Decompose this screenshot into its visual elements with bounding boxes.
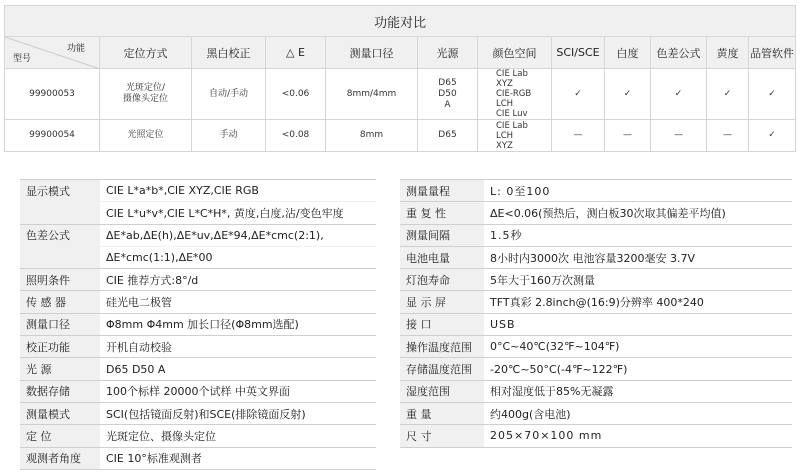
spec-value: -20℃~50°C(-4℉~122℉) bbox=[484, 358, 792, 380]
check-icon: ✓ bbox=[605, 69, 651, 120]
spec-row bbox=[20, 380, 376, 402]
spec-row bbox=[20, 180, 376, 202]
spec-row bbox=[20, 291, 376, 313]
table-row bbox=[5, 120, 796, 152]
table-cell: <0.06 bbox=[266, 69, 326, 120]
spec-key: 灯泡寿命 bbox=[400, 269, 484, 291]
spec-value: 光斑定位、摄像头定位 bbox=[100, 425, 376, 447]
spec-row bbox=[400, 291, 792, 313]
table-cell: D65 D50 A bbox=[418, 69, 478, 120]
spec-key: 测量模式 bbox=[20, 402, 100, 424]
corner-func-label: 功能 bbox=[66, 44, 85, 54]
spec-row bbox=[400, 358, 792, 380]
spec-value: TFT真彩 2.8inch@(16:9)分辨率 400*240 bbox=[484, 291, 792, 313]
spec-value: ΔE<0.06(预热后，测白板30次取其偏差平均值) bbox=[484, 202, 792, 224]
check-icon: ✓ bbox=[749, 120, 796, 152]
spec-key: 接 口 bbox=[400, 313, 484, 335]
header-cell: SCI/SCE bbox=[552, 37, 605, 69]
spec-key: 湿度范围 bbox=[400, 380, 484, 402]
corner-cell bbox=[5, 37, 100, 69]
spec-key: 色差公式 bbox=[20, 224, 100, 246]
spec-key: 显示模式 bbox=[20, 180, 100, 202]
header-cell: 白度 bbox=[605, 37, 651, 69]
spec-row bbox=[400, 224, 792, 246]
header-cell: 黑白校正 bbox=[192, 37, 266, 69]
spec-row bbox=[400, 402, 792, 424]
header-cell: 定位方式 bbox=[100, 37, 192, 69]
spec-value: 开机自动校验 bbox=[100, 336, 376, 358]
comparison-title: 功能对比 bbox=[5, 6, 796, 37]
spec-key: 重 复 性 bbox=[400, 202, 484, 224]
spec-value: 100个标样 20000个试样 中英文界面 bbox=[100, 380, 376, 402]
spec-key: 存储温度范围 bbox=[400, 358, 484, 380]
spec-value: CIE 推荐方式:8°/d bbox=[100, 269, 376, 291]
check-icon: ✓ bbox=[651, 69, 707, 120]
spec-key bbox=[20, 202, 100, 224]
spec-row bbox=[400, 313, 792, 335]
spec-value: 约400g(含电池) bbox=[484, 402, 792, 424]
table-cell: 自动/手动 bbox=[192, 69, 266, 120]
spec-value: D65 D50 A bbox=[100, 358, 376, 380]
spec-value: 0°C~40℃(32℉~104℉) bbox=[484, 336, 792, 358]
spec-value: USB bbox=[484, 313, 792, 335]
table-cell: CIE Lab XYZ CIE-RGB LCH CIE Luv bbox=[478, 69, 552, 120]
spec-key: 显 示 屏 bbox=[400, 291, 484, 313]
spec-row bbox=[20, 224, 376, 246]
spec-value: 相对湿度低于85%无凝露 bbox=[484, 380, 792, 402]
dash-icon: — bbox=[552, 120, 605, 152]
table-cell: <0.08 bbox=[266, 120, 326, 152]
comparison-table bbox=[4, 5, 796, 152]
spec-value: ΔE*ab,ΔE(h),ΔE*uv,ΔE*94,ΔE*cmc(2:1), bbox=[100, 224, 376, 246]
spec-row bbox=[20, 246, 376, 268]
spec-row bbox=[20, 202, 376, 224]
spec-row bbox=[400, 380, 792, 402]
table-cell: 光斑定位/ 摄像头定位 bbox=[100, 69, 192, 120]
spec-key: 光 源 bbox=[20, 358, 100, 380]
spec-value: SCI(包括镜面反射)和SCE(排除镜面反射) bbox=[100, 402, 376, 424]
spec-table-left bbox=[20, 179, 376, 470]
table-row bbox=[5, 69, 796, 120]
model-cell: 99900053 bbox=[5, 69, 100, 120]
comparison-header-row bbox=[5, 37, 796, 69]
check-icon: ✓ bbox=[707, 69, 749, 120]
corner-model-label: 型号 bbox=[13, 54, 32, 64]
spec-key: 数据存储 bbox=[20, 380, 100, 402]
spec-value: 硅光电二极管 bbox=[100, 291, 376, 313]
spec-row bbox=[20, 358, 376, 380]
spec-value: ΔE*cmc(1:1),ΔE*00 bbox=[100, 246, 376, 268]
spec-value: 8小时内3000次 电池容量3200毫安 3.7V bbox=[484, 246, 792, 268]
check-icon: ✓ bbox=[749, 69, 796, 120]
dash-icon: — bbox=[651, 120, 707, 152]
spec-key bbox=[20, 246, 100, 268]
spec-key: 测量量程 bbox=[400, 180, 484, 202]
table-cell: CIE Lab LCH XYZ bbox=[478, 120, 552, 152]
header-cell: 品管软件 bbox=[749, 37, 796, 69]
spec-row bbox=[400, 269, 792, 291]
spec-value: CIE L*u*v*,CIE L*C*H*, 黄度,白度,沾/变色牢度 bbox=[100, 202, 376, 224]
spec-row bbox=[400, 202, 792, 224]
table-cell: D65 bbox=[418, 120, 478, 152]
model-cell: 99900054 bbox=[5, 120, 100, 152]
table-cell: 光照定位 bbox=[100, 120, 192, 152]
spec-key: 电池电量 bbox=[400, 246, 484, 268]
spec-row bbox=[400, 336, 792, 358]
spec-row bbox=[20, 425, 376, 447]
dash-icon: — bbox=[605, 120, 651, 152]
spec-value: CIE 10°标准观测者 bbox=[100, 447, 376, 469]
table-cell: 手动 bbox=[192, 120, 266, 152]
header-cell: 测量口径 bbox=[326, 37, 418, 69]
spec-row bbox=[20, 269, 376, 291]
table-cell: 8mm bbox=[326, 120, 418, 152]
spec-row bbox=[20, 336, 376, 358]
spec-row bbox=[20, 447, 376, 469]
spec-key: 校正功能 bbox=[20, 336, 100, 358]
spec-key: 观测者角度 bbox=[20, 447, 100, 469]
spec-table-right bbox=[400, 179, 792, 448]
dash-icon: — bbox=[707, 120, 749, 152]
header-cell: △ E bbox=[266, 37, 326, 69]
spec-key: 尺 寸 bbox=[400, 425, 484, 447]
spec-key: 照明条件 bbox=[20, 269, 100, 291]
spec-row bbox=[400, 425, 792, 447]
header-cell: 颜色空间 bbox=[478, 37, 552, 69]
header-cell: 色差公式 bbox=[651, 37, 707, 69]
spec-row bbox=[20, 313, 376, 335]
spec-row bbox=[20, 402, 376, 424]
check-icon: ✓ bbox=[552, 69, 605, 120]
spec-value: Φ8mm Φ4mm 加长口径(Φ8mm选配) bbox=[100, 313, 376, 335]
spec-value: 205×70×100 mm bbox=[484, 425, 792, 447]
spec-value: 1.5秒 bbox=[484, 224, 792, 246]
header-cell: 黄度 bbox=[707, 37, 749, 69]
header-cell: 光源 bbox=[418, 37, 478, 69]
spec-key: 定 位 bbox=[20, 425, 100, 447]
spec-key: 操作温度范围 bbox=[400, 336, 484, 358]
spec-key: 测量口径 bbox=[20, 313, 100, 335]
spec-key: 重 量 bbox=[400, 402, 484, 424]
spec-row bbox=[400, 180, 792, 202]
spec-row bbox=[400, 246, 792, 268]
spec-value: CIE L*a*b*,CIE XYZ,CIE RGB bbox=[100, 180, 376, 202]
spec-value: L: 0至100 bbox=[484, 180, 792, 202]
spec-key: 传 感 器 bbox=[20, 291, 100, 313]
spec-key: 测量间隔 bbox=[400, 224, 484, 246]
table-cell: 8mm/4mm bbox=[326, 69, 418, 120]
spec-value: 5年大于160万次测量 bbox=[484, 269, 792, 291]
